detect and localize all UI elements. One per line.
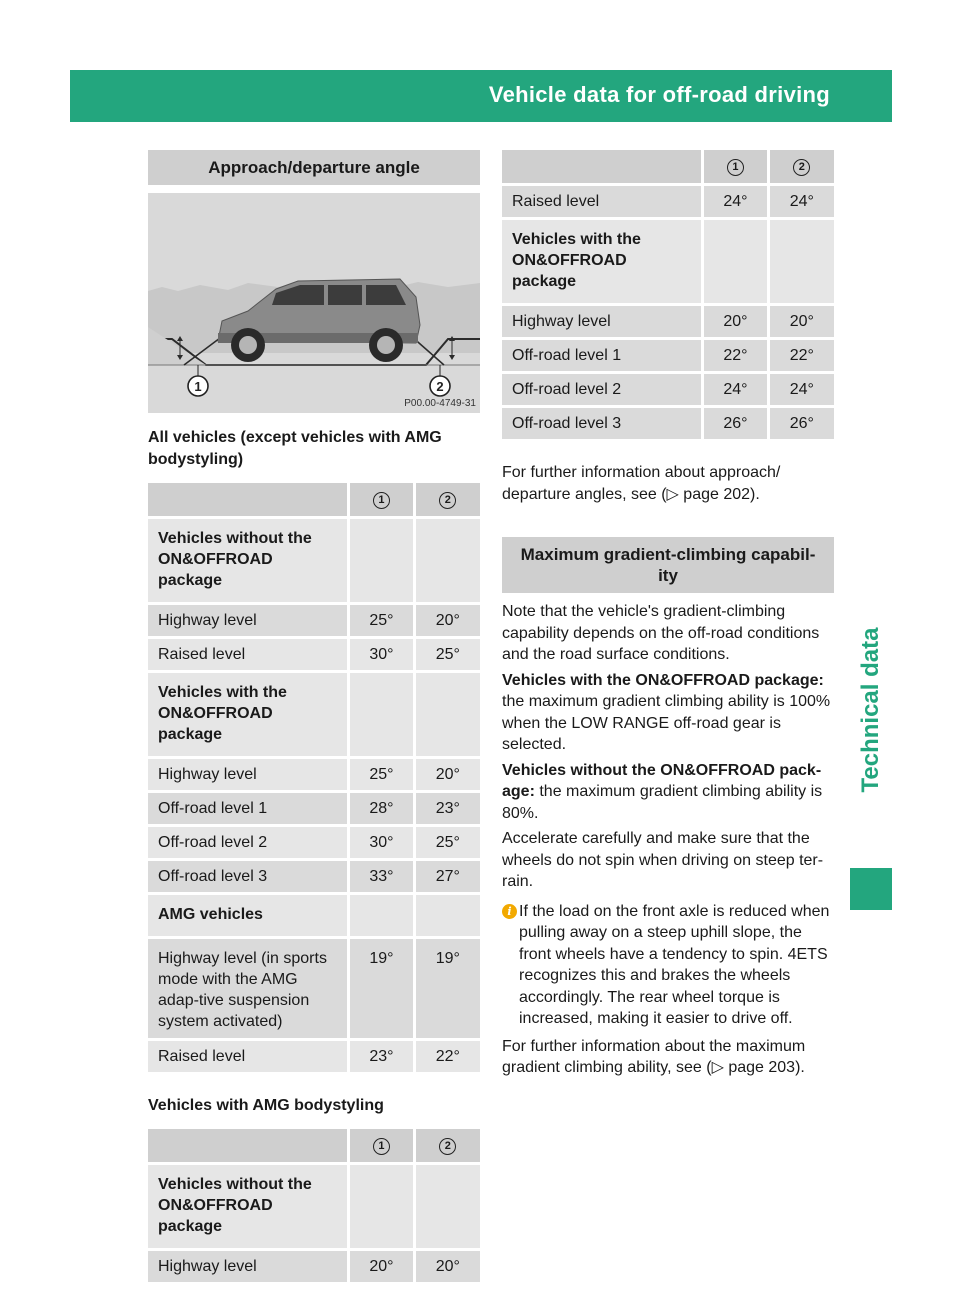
info-note-text: If the load on the front axle is reduced when pulling away on a steep uphill slope, the front wheels have a tendency to spin. 4ETS recognizes this and brakes the wheels accordingly. The rear wheel torque is increased, making it easier to drive off. bbox=[519, 902, 830, 1027]
table-row: Highway level 25° 20° bbox=[148, 758, 480, 792]
table-row: Highway level (in sports mode with the AMG adap-tive suspension system activated) 19° 19° bbox=[148, 938, 480, 1040]
header-divider bbox=[900, 70, 903, 122]
approach-angle-reference: For further information about approach/ departure angles, see (▷ page 202). bbox=[502, 464, 781, 503]
left-column bbox=[148, 150, 480, 1285]
paragraph-intro: Note that the vehicle's gradient-climbing capability depends on the off-road conditions and the road surface conditions. bbox=[502, 603, 820, 663]
table-row: Off-road level 2 24° 24° bbox=[502, 373, 834, 407]
section-title-approach: Approach/departure angle bbox=[148, 150, 480, 185]
table-header-row bbox=[148, 1129, 480, 1164]
table-row: Off-road level 3 26° 26° bbox=[502, 407, 834, 441]
info-note bbox=[502, 901, 834, 1030]
column-mark-1: 1 bbox=[727, 159, 744, 176]
table-row: Off-road level 2 30° 25° bbox=[148, 826, 480, 860]
paragraph-without-package bbox=[502, 760, 834, 825]
group-row bbox=[502, 219, 834, 305]
column-mark-1: 1 bbox=[373, 1138, 390, 1155]
header-title: Vehicle data for off-road driving bbox=[488, 82, 830, 107]
chapter-tab-label: Technical data bbox=[857, 627, 884, 793]
table-row: Raised level 24° 24° bbox=[502, 185, 834, 219]
group-row bbox=[148, 1164, 480, 1250]
paragraph-with-package-text: the maximum gradient climbing ability is 100% when the LOW RANGE off-road gear is selected. bbox=[502, 693, 831, 753]
table-row: Off-road level 1 28° 23° bbox=[148, 792, 480, 826]
page-number: 457 bbox=[918, 84, 950, 105]
table-amg-bodystyling bbox=[148, 1129, 480, 1285]
gradient-reference: For further information about the maximum gradient climbing ability, see (▷ page 203). bbox=[502, 1037, 806, 1076]
table-all-vehicles bbox=[148, 483, 480, 1075]
paragraph-with-package bbox=[502, 670, 834, 756]
table-row: Highway level 20° 20° bbox=[148, 1250, 480, 1284]
page-header bbox=[70, 70, 950, 122]
group-label: Vehicles without the ON&OFFROAD package bbox=[148, 1164, 349, 1250]
group-row bbox=[148, 518, 480, 604]
callout-1: 1 bbox=[194, 379, 202, 394]
group-label: AMG vehicles bbox=[148, 894, 349, 938]
info-icon: i bbox=[502, 904, 517, 919]
group-label: Vehicles with the ON&OFFROAD package bbox=[502, 219, 703, 305]
paragraph-without-package-heading: Vehicles without the ON&OFFROAD pack-age: bbox=[502, 761, 822, 800]
column-mark-2: 2 bbox=[439, 492, 456, 509]
section-title-gradient: Maximum gradient-climbing capabil-ity bbox=[502, 537, 834, 593]
group-row bbox=[148, 894, 480, 938]
column-mark-2: 2 bbox=[439, 1138, 456, 1155]
column-mark-1: 1 bbox=[373, 492, 390, 509]
chapter-tab bbox=[850, 580, 892, 840]
table2-title: Vehicles with AMG bodystyling bbox=[148, 1097, 384, 1114]
callout-2: 2 bbox=[436, 379, 444, 394]
group-row bbox=[148, 672, 480, 758]
table-row: Highway level 20° 20° bbox=[502, 305, 834, 339]
paragraph-without-package-text: the maximum gradient climbing ability is 80%. bbox=[502, 783, 823, 822]
table-amg-bodystyling-continued bbox=[502, 150, 834, 442]
table-row: Off-road level 3 33° 27° bbox=[148, 860, 480, 894]
figure-code: P00.00-4749-31 bbox=[404, 398, 476, 409]
paragraph-accelerate: Accelerate carefully and make sure that the wheels do not spin when driving on steep ter-rain. bbox=[502, 830, 824, 890]
table-row: Off-road level 1 22° 22° bbox=[502, 339, 834, 373]
table-header-row bbox=[502, 150, 834, 185]
suv-illustration bbox=[148, 193, 480, 413]
table-row: Raised level 30° 25° bbox=[148, 638, 480, 672]
chapter-marker bbox=[850, 868, 892, 910]
column-mark-2: 2 bbox=[793, 159, 810, 176]
table1-title: All vehicles (except vehicles with AMG bodystyling) bbox=[148, 429, 442, 468]
table-row: Raised level 23° 22° bbox=[148, 1040, 480, 1074]
right-column bbox=[502, 150, 834, 1079]
group-label: Vehicles without the ON&OFFROAD package bbox=[148, 518, 349, 604]
group-label: Vehicles with the ON&OFFROAD package bbox=[148, 672, 349, 758]
vehicle-angle-figure bbox=[148, 193, 480, 413]
table-row: Highway level 25° 20° bbox=[148, 604, 480, 638]
table-header-row bbox=[148, 483, 480, 518]
paragraph-with-package-heading: Vehicles with the ON&OFFROAD package: bbox=[502, 671, 824, 689]
